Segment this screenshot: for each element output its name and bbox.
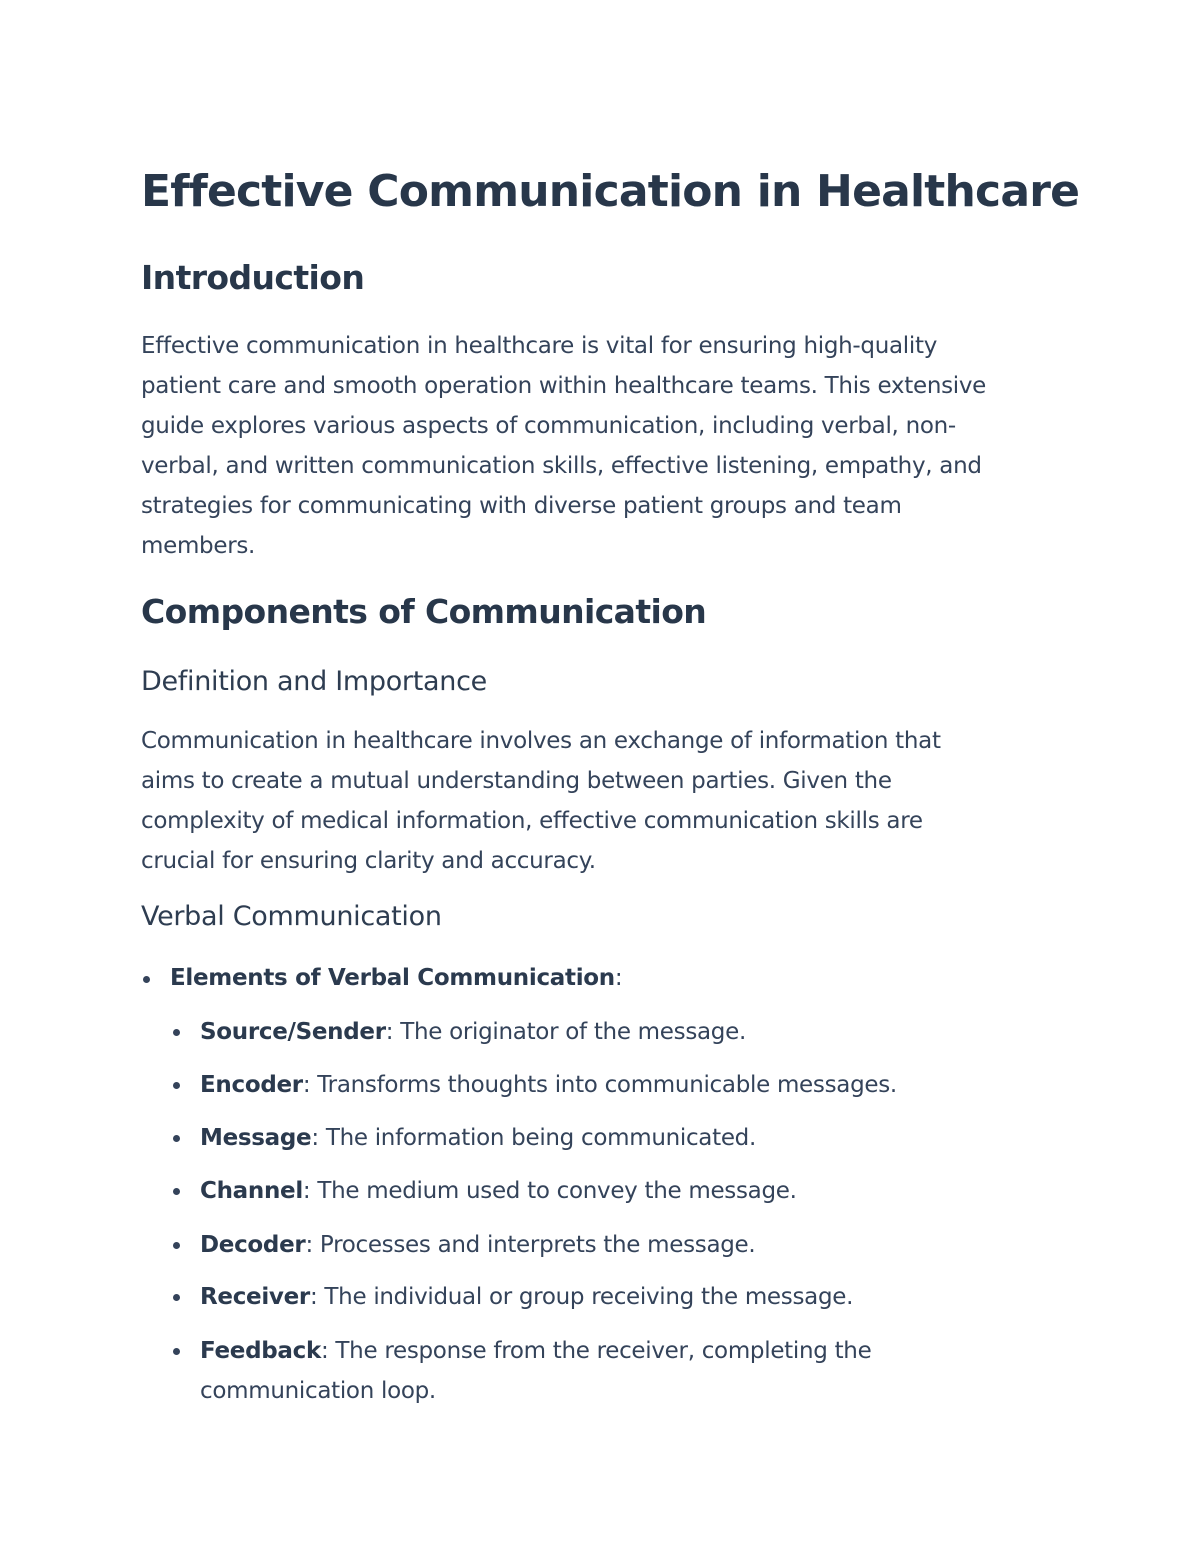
list-item-term: Receiver — [200, 1284, 310, 1310]
list-item — [200, 1331, 871, 1371]
list-item — [200, 1171, 797, 1211]
heading-introduction: Introduction — [141, 258, 365, 297]
list-item-term: Decoder — [200, 1232, 306, 1258]
list-item — [200, 1277, 853, 1317]
bullet-icon — [173, 1082, 180, 1089]
bullet-icon — [173, 1188, 180, 1195]
paragraph-line: crucial for ensuring clarity and accuracy. — [141, 848, 596, 874]
list-item-desc: : The information being communicated. — [311, 1125, 756, 1151]
paragraph-line: patient care and smooth operation within healthcare teams. This extensive — [141, 373, 987, 399]
bullet-icon — [173, 1348, 180, 1355]
list-item-desc: : The originator of the message. — [385, 1019, 746, 1045]
paragraph-line: guide explores various aspects of communication, including verbal, non- — [141, 413, 956, 439]
bullet-icon — [143, 976, 150, 983]
list-item-term: Feedback — [200, 1338, 321, 1364]
bullet-icon — [173, 1294, 180, 1301]
list-item — [200, 1012, 746, 1052]
list-item-term: Message — [200, 1125, 312, 1151]
list-item-term: Source/Sender — [200, 1019, 386, 1045]
paragraph-line: strategies for communicating with diverse patient groups and team — [141, 493, 902, 519]
paragraph-line: verbal, and written communication skills, effective listening, empathy, and — [141, 453, 982, 479]
list-item-term: Encoder — [200, 1072, 303, 1098]
paragraph-line: Effective communication in healthcare is vital for ensuring high-quality — [141, 333, 938, 359]
heading-components: Components of Communication — [141, 592, 707, 631]
list-item-suffix: : — [614, 965, 623, 991]
list-item-desc: : Transforms thoughts into communicable messages. — [302, 1072, 897, 1098]
list-item-continuation: communication loop. — [200, 1378, 436, 1404]
bullet-icon — [173, 1242, 180, 1249]
introduction-paragraph — [141, 326, 1071, 566]
bullet-icon — [173, 1135, 180, 1142]
paragraph-line: members. — [141, 533, 256, 559]
list-item-desc: : The response from the receiver, completing the — [320, 1338, 872, 1364]
definition-paragraph — [141, 721, 1071, 881]
paragraph-line: complexity of medical information, effective communication skills are — [141, 808, 923, 834]
document-title: Effective Communication in Healthcare — [141, 166, 1080, 217]
subheading-definition: Definition and Importance — [141, 666, 487, 697]
list-item-elements — [170, 958, 622, 998]
list-item-term: Channel — [200, 1178, 303, 1204]
list-item-desc: : Processes and interprets the message. — [305, 1232, 756, 1258]
paragraph-line: aims to create a mutual understanding between parties. Given the — [141, 768, 892, 794]
subheading-verbal: Verbal Communication — [141, 901, 442, 932]
list-item-desc: : The medium used to convey the message. — [302, 1178, 797, 1204]
list-item — [200, 1118, 756, 1158]
list-item-term: Elements of Verbal Communication — [170, 965, 615, 991]
bullet-icon — [173, 1029, 180, 1036]
list-item — [200, 1065, 897, 1105]
paragraph-line: Communication in healthcare involves an exchange of information that — [141, 728, 941, 754]
list-item — [200, 1225, 755, 1265]
list-item-desc: : The individual or group receiving the message. — [309, 1284, 854, 1310]
